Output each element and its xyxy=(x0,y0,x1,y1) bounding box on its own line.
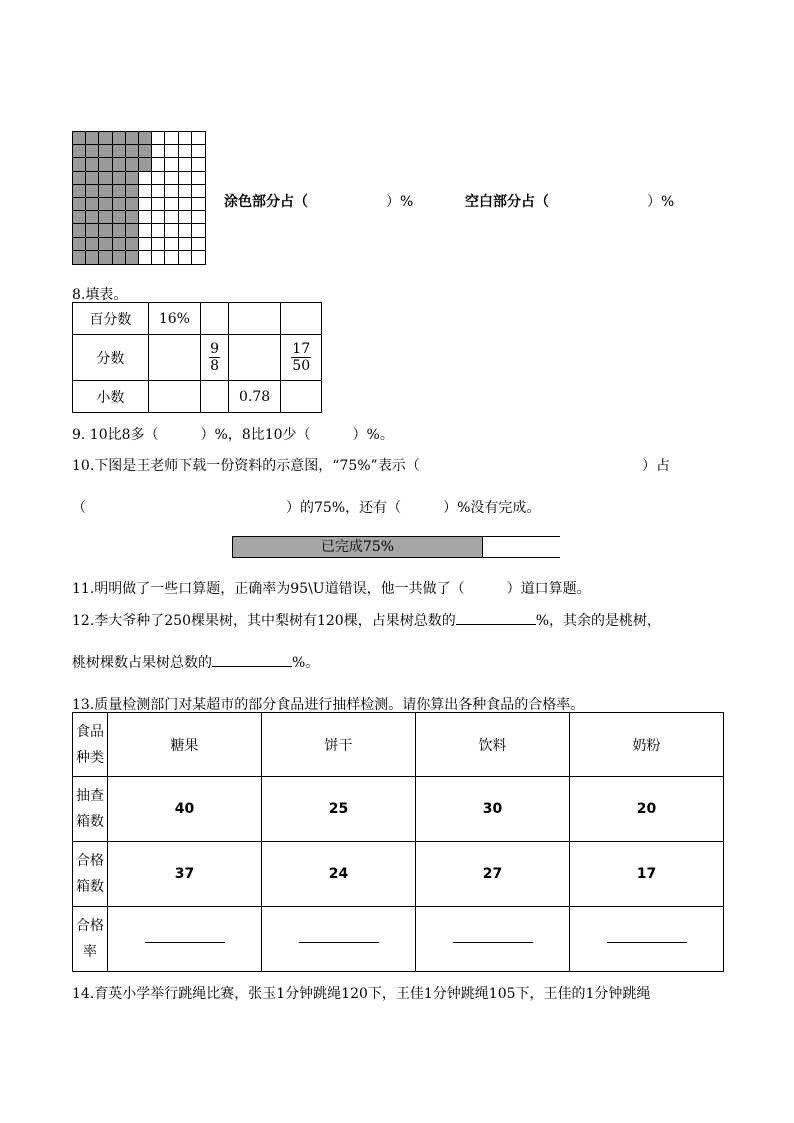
grid-cell xyxy=(126,185,139,198)
blank-part-question: 空白部分占（ ）% xyxy=(465,194,675,210)
hundred-grid xyxy=(72,131,206,265)
grid-cell xyxy=(86,145,99,158)
grid-cell xyxy=(192,251,205,264)
sampled-count: 40 xyxy=(108,777,262,842)
grid-cell xyxy=(113,172,126,185)
grid-cell xyxy=(165,172,178,185)
row-header: 合格率 xyxy=(73,907,108,972)
grid-cell xyxy=(192,145,205,158)
grid-cell xyxy=(165,145,178,158)
food-name: 饼干 xyxy=(262,713,416,777)
q13-table xyxy=(72,712,724,972)
row-header: 抽查箱数 xyxy=(73,777,108,842)
table-cell[interactable] xyxy=(148,381,201,413)
grid-cell xyxy=(179,158,192,171)
answer-blank[interactable] xyxy=(453,942,533,943)
qualified-count: 24 xyxy=(262,842,416,907)
grid-cell xyxy=(113,145,126,158)
grid-cell xyxy=(165,238,178,251)
grid-cell xyxy=(152,172,165,185)
grid-cell xyxy=(179,224,192,237)
grid-cell xyxy=(86,238,99,251)
grid-cell xyxy=(152,132,165,145)
grid-cell xyxy=(192,224,205,237)
row-header: 分数 xyxy=(73,335,149,381)
grid-cell xyxy=(73,158,86,171)
grid-cell xyxy=(126,224,139,237)
grid-cell xyxy=(86,224,99,237)
grid-cell xyxy=(99,145,112,158)
sampled-count: 20 xyxy=(570,777,724,842)
row-header: 合格箱数 xyxy=(73,842,108,907)
grid-cell xyxy=(99,251,112,264)
q10-line2-end: ）的75%，还有（ ）%没有完成。 xyxy=(286,500,541,516)
grid-cell xyxy=(152,145,165,158)
grid-cell xyxy=(179,132,192,145)
grid-cell xyxy=(99,211,112,224)
progress-remaining xyxy=(483,536,560,558)
grid-cell xyxy=(179,185,192,198)
grid-cell xyxy=(86,185,99,198)
grid-cell xyxy=(165,158,178,171)
grid-cell xyxy=(126,211,139,224)
grid-cell xyxy=(86,158,99,171)
food-name: 奶粉 xyxy=(570,713,724,777)
grid-cell xyxy=(126,238,139,251)
grid-cell xyxy=(113,224,126,237)
grid-cell xyxy=(113,185,126,198)
grid-cell xyxy=(126,172,139,185)
grid-cell xyxy=(126,251,139,264)
grid-cell xyxy=(86,251,99,264)
grid-cell xyxy=(139,211,152,224)
grid-cell xyxy=(99,185,112,198)
grid-cell xyxy=(139,238,152,251)
grid-cell xyxy=(179,145,192,158)
grid-cell xyxy=(139,251,152,264)
grid-cell xyxy=(152,158,165,171)
grid-cell xyxy=(86,172,99,185)
grid-cell xyxy=(99,224,112,237)
grid-cell xyxy=(73,185,86,198)
grid-cell xyxy=(99,132,112,145)
grid-cell xyxy=(139,198,152,211)
table-cell[interactable] xyxy=(228,303,281,335)
answer-blank[interactable] xyxy=(299,942,379,943)
table-cell[interactable] xyxy=(201,381,229,413)
grid-cell xyxy=(179,198,192,211)
fraction-cell: $\frac{9}{8}$ xyxy=(201,335,229,381)
grid-cell xyxy=(86,132,99,145)
download-progress-bar xyxy=(232,536,560,558)
grid-cell xyxy=(165,132,178,145)
grid-cell xyxy=(192,185,205,198)
grid-cell xyxy=(73,224,86,237)
grid-cell xyxy=(192,132,205,145)
rate-cell xyxy=(108,907,262,972)
table-cell: 16% xyxy=(148,303,201,335)
grid-cell xyxy=(179,172,192,185)
grid-cell xyxy=(165,198,178,211)
qualified-count: 17 xyxy=(570,842,724,907)
grid-cell xyxy=(73,198,86,211)
fraction-cell: $\frac{17}{50}$ xyxy=(281,335,322,381)
grid-cell xyxy=(126,145,139,158)
q11-text: 11.明明做了一些口算题，正确率为95\U道错误，他一共做了（ ）道口算题。 xyxy=(72,581,591,597)
grid-cell xyxy=(73,145,86,158)
q12-line1: 12.李大爷种了250棵果树，其中梨树有120棵，占果树总数的 %，其余的是桃树， xyxy=(72,613,662,629)
answer-blank[interactable] xyxy=(145,942,225,943)
grid-cell xyxy=(113,238,126,251)
row-header: 食品种类 xyxy=(73,713,108,777)
grid-cell xyxy=(86,211,99,224)
grid-cell xyxy=(192,238,205,251)
grid-cell xyxy=(126,132,139,145)
table-cell[interactable] xyxy=(201,303,229,335)
q8-title: 8.填表。 xyxy=(72,287,128,303)
grid-cell xyxy=(73,211,86,224)
grid-cell xyxy=(73,132,86,145)
grid-cell xyxy=(152,251,165,264)
q10-line2-start: （ xyxy=(72,500,86,516)
grid-cell xyxy=(73,238,86,251)
grid-cell xyxy=(152,185,165,198)
q14-text: 14.育英小学举行跳绳比赛，张玉1分钟跳绳120下，王佳1分钟跳绳105下，王佳的1分钟跳绳 xyxy=(72,986,651,1002)
answer-blank[interactable] xyxy=(456,624,536,625)
grid-cell xyxy=(73,172,86,185)
grid-cell xyxy=(165,185,178,198)
grid-cell xyxy=(99,198,112,211)
table-cell[interactable] xyxy=(228,335,281,381)
shaded-part-question: 涂色部分占（ ）% xyxy=(224,194,414,210)
grid-cell xyxy=(139,145,152,158)
grid-cell xyxy=(165,211,178,224)
grid-cell xyxy=(152,211,165,224)
q13-title: 13.质量检测部门对某超市的部分食品进行抽样检测。请你算出各种食品的合格率。 xyxy=(72,697,585,713)
grid-cell xyxy=(179,238,192,251)
grid-cell xyxy=(73,251,86,264)
row-header: 百分数 xyxy=(73,303,149,335)
table-cell[interactable] xyxy=(281,381,322,413)
grid-cell xyxy=(126,198,139,211)
food-name: 饮料 xyxy=(416,713,570,777)
grid-cell xyxy=(113,251,126,264)
q12-line2: 桃树棵数占果树总数的 %。 xyxy=(72,655,320,671)
grid-cell xyxy=(165,251,178,264)
answer-blank[interactable] xyxy=(607,942,687,943)
answer-blank[interactable] xyxy=(212,666,292,667)
grid-cell xyxy=(192,172,205,185)
food-name: 糖果 xyxy=(108,713,262,777)
rate-cell xyxy=(262,907,416,972)
progress-completed: 已完成75% xyxy=(232,536,483,558)
grid-cell xyxy=(113,132,126,145)
table-cell[interactable] xyxy=(281,303,322,335)
grid-cell xyxy=(152,198,165,211)
grid-cell xyxy=(113,211,126,224)
grid-cell xyxy=(99,172,112,185)
grid-cell xyxy=(139,224,152,237)
grid-cell xyxy=(113,158,126,171)
sampled-count: 25 xyxy=(262,777,416,842)
grid-cell xyxy=(139,158,152,171)
q10-line1-end: ）占 xyxy=(642,458,670,474)
grid-cell xyxy=(192,158,205,171)
table-cell: 0.78 xyxy=(228,381,281,413)
grid-cell xyxy=(179,251,192,264)
q10-line1: 10.下图是王老师下载一份资料的示意图，“75%”表示（ xyxy=(72,458,420,474)
grid-cell xyxy=(192,198,205,211)
rate-cell xyxy=(416,907,570,972)
grid-cell xyxy=(86,198,99,211)
table-cell[interactable] xyxy=(148,335,201,381)
q9-text: 9. 10比8多（ ）%，8比10少（ ）%。 xyxy=(72,427,394,443)
grid-cell xyxy=(113,198,126,211)
grid-cell xyxy=(99,238,112,251)
row-header: 小数 xyxy=(73,381,149,413)
q8-table xyxy=(72,302,322,413)
grid-cell xyxy=(139,172,152,185)
grid-cell xyxy=(152,224,165,237)
grid-cell xyxy=(99,158,112,171)
grid-cell xyxy=(192,211,205,224)
grid-cell xyxy=(126,158,139,171)
grid-cell xyxy=(165,224,178,237)
grid-cell xyxy=(139,185,152,198)
sampled-count: 30 xyxy=(416,777,570,842)
qualified-count: 37 xyxy=(108,842,262,907)
rate-cell xyxy=(570,907,724,972)
grid-cell xyxy=(152,238,165,251)
qualified-count: 27 xyxy=(416,842,570,907)
grid-cell xyxy=(179,211,192,224)
grid-cell xyxy=(139,132,152,145)
